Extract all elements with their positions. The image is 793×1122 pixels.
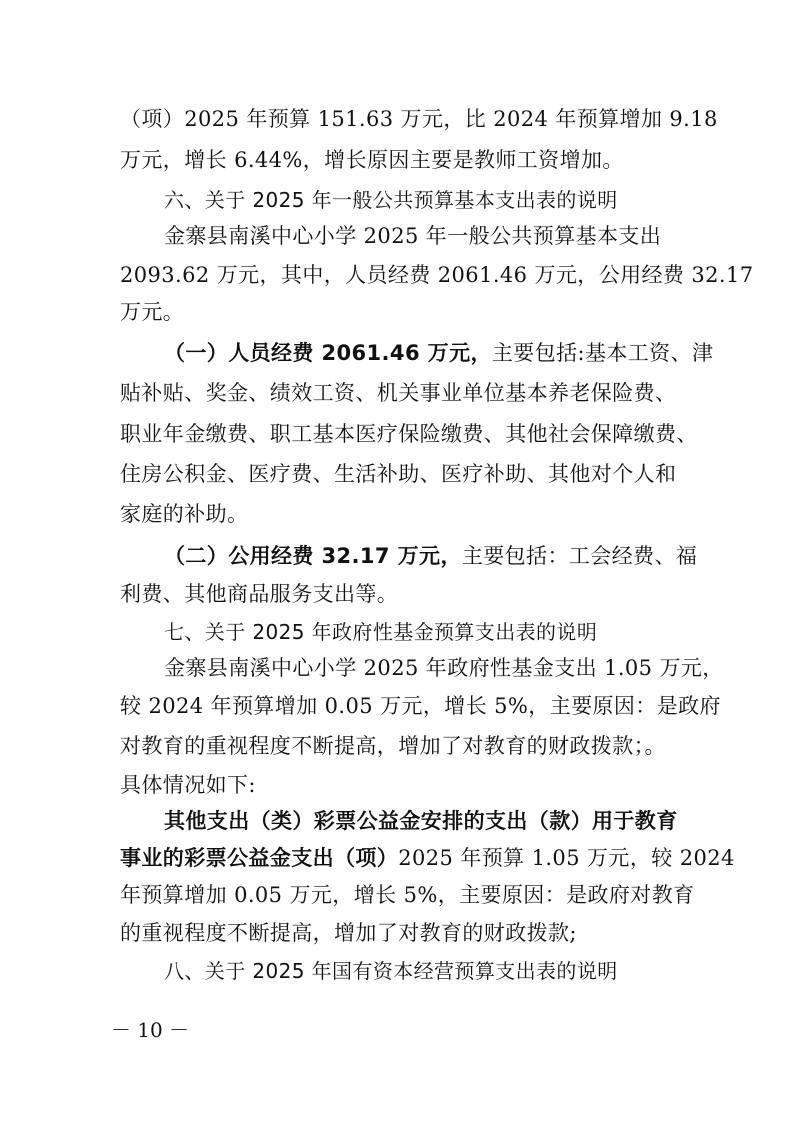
paragraph-line: 年预算增加 0.05 万元，增长 5%，主要原因：是政府对教育 xyxy=(120,883,695,907)
bold-lead: （一）人员经费 2061.46 万元， xyxy=(164,341,492,365)
bold-lead: （二）公用经费 32.17 万元， xyxy=(164,544,462,568)
paragraph-line: 家庭的补助。 xyxy=(120,502,249,526)
paragraph-line: 2093.62 万元，其中，人员经费 2061.46 万元，公用经费 32.17 xyxy=(120,263,754,287)
paragraph-line: 其他支出（类）彩票公益金安排的支出（款）用于教育 xyxy=(164,809,678,833)
paragraph-line: 万元。 xyxy=(120,300,185,324)
line-rest: 主要包括:基本工资、津 xyxy=(491,341,714,365)
paragraph-line: 利费、其他商品服务支出等。 xyxy=(120,582,399,606)
section-heading-6: 六、关于 2025 年一般公共预算基本支出表的说明 xyxy=(164,188,618,212)
line-rest: 2025 年预算 1.05 万元，较 2024 xyxy=(398,846,735,870)
section-heading-7: 七、关于 2025 年政府性基金预算支出表的说明 xyxy=(164,620,598,644)
paragraph-line xyxy=(164,338,713,368)
paragraph-line: 对教育的重视程度不断提高，增加了对教育的财政拨款；。 xyxy=(120,734,666,758)
paragraph-line: 住房公积金、医疗费、生活补助、医疗补助、其他对个人和 xyxy=(120,462,677,486)
line-rest: 主要包括：工会经费、福 xyxy=(461,544,698,568)
paragraph-line: 万元，增长 6.44%，增长原因主要是教师工资增加。 xyxy=(120,148,624,172)
paragraph-line xyxy=(164,541,697,571)
paragraph-line: 金寨县南溪中心小学 2025 年一般公共预算基本支出 xyxy=(164,224,662,248)
paragraph-line: （项）2025 年预算 151.63 万元，比 2024 年预算增加 9.18 xyxy=(120,107,718,131)
bold-lead: 事业的彩票公益金支出（项） xyxy=(120,846,399,870)
paragraph-line: 较 2024 年预算增加 0.05 万元，增长 5%，主要原因：是政府 xyxy=(120,694,721,718)
page-number: － 10 － xyxy=(110,1018,190,1042)
paragraph-line: 职业年金缴费、职工基本医疗保险缴费、其他社会保障缴费、 xyxy=(120,422,698,446)
paragraph-line: 贴补贴、奖金、绩效工资、机关事业单位基本养老保险费、 xyxy=(120,381,677,405)
paragraph-line: 的重视程度不断提高，增加了对教育的财政拨款; xyxy=(120,921,577,945)
paragraph-line: 金寨县南溪中心小学 2025 年政府性基金支出 1.05 万元， xyxy=(164,656,724,680)
section-heading-8: 八、关于 2025 年国有资本经营预算支出表的说明 xyxy=(164,959,618,983)
paragraph-line: 具体情况如下: xyxy=(120,773,256,797)
paragraph-line xyxy=(120,843,735,873)
